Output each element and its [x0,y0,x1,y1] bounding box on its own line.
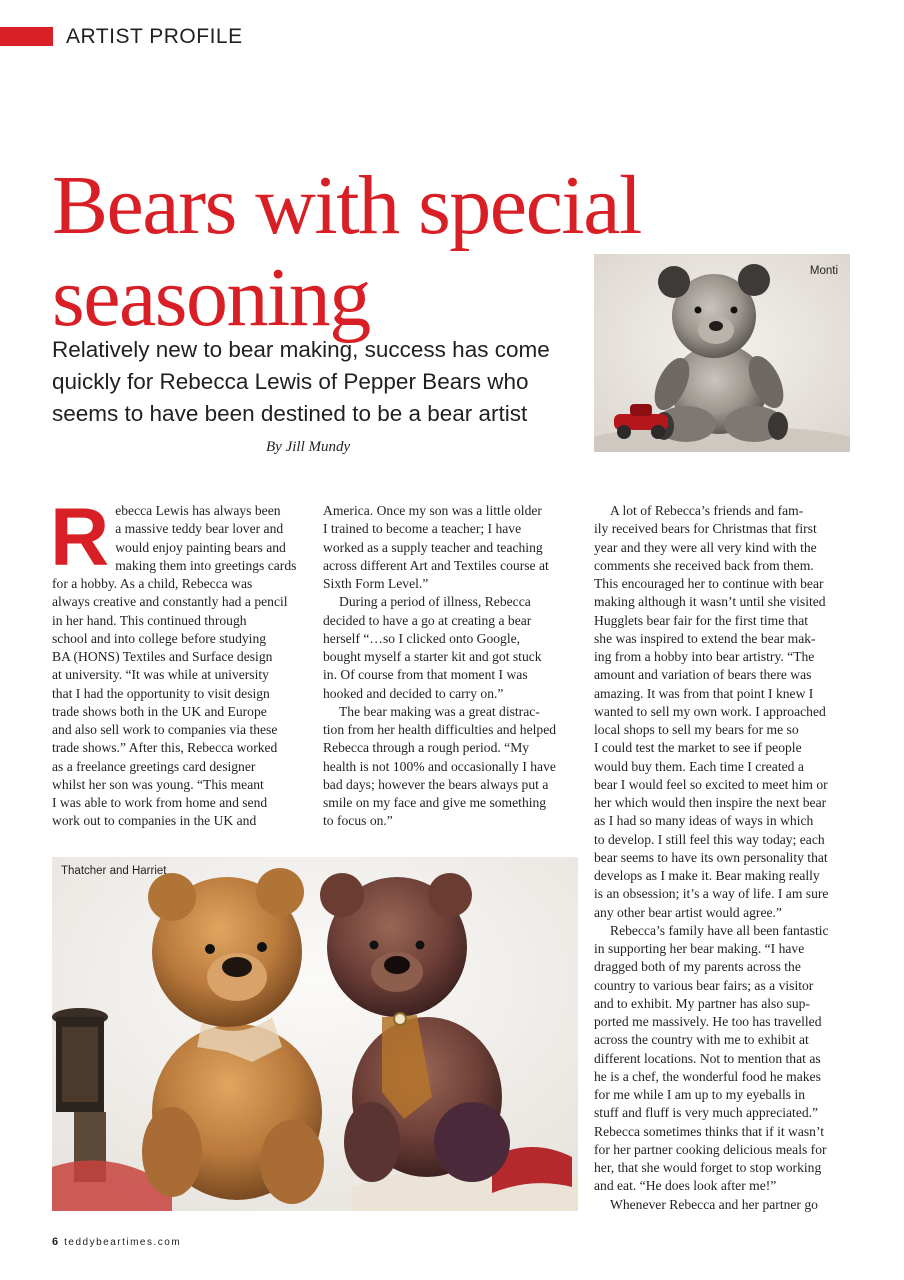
body-line: The bear making was a great distrac- [339,703,540,719]
body-line: herself “…so I clicked onto Google, [323,630,521,646]
drop-cap: R [50,492,110,583]
body-line: always creative and constantly had a pencil [52,594,288,610]
body-line: worked as a supply teacher and teaching [323,539,543,555]
body-line: health is not 100% and occasionally I have [323,758,556,774]
body-line: BA (HONS) Textiles and Surface design [52,649,273,664]
body-paragraph [594,922,854,1196]
body-line: ing from a hobby into bear artistry. “The [594,649,815,664]
monti-caption: Monti [809,265,838,277]
body-column-1 [50,492,310,831]
body-line: as a freelance greetings card designer [52,758,256,774]
standfirst-line: seems to have been destined to be a bear artist [52,401,528,426]
body-line: Hugglets bear fair for the first time that [594,612,809,628]
body-paragraph [323,502,581,593]
body-line: whilst her son was young. “This meant [52,776,264,792]
body-line: to develop. I still feel this way today; each [594,831,825,847]
body-line: in supporting her bear making. “I have [594,941,805,956]
body-line: a massive teddy bear lover and [115,521,284,537]
body-line: work out to companies in the UK and [52,813,257,829]
body-line: America. Once my son was a little older [323,503,542,518]
body-line: is an obsession; it’s a way of life. I am sure [594,886,829,902]
body-line: as I had so many ideas of ways in which [594,813,814,829]
body-line: at university. “It was while at university [52,667,269,683]
section-color-bar [0,27,53,46]
body-line: year and they were all very kind with the [594,539,817,555]
standfirst [52,334,592,430]
body-line: across the country with me to exhibit at [594,1032,809,1048]
body-line: making although it wasn’t until she visited [594,594,826,610]
body-line: stuff and fluff is very much appreciated.” [594,1105,819,1121]
body-line: amazing. It was from that point I knew I [594,685,814,701]
body-line: Rebecca sometimes thinks that if it wasn’t [594,1123,825,1139]
byline: By Jill Mundy [266,439,351,455]
body-line: wanted to sell my own work. I approached [594,703,826,719]
body-line: different locations. Not to mention that as [594,1050,821,1066]
body-line: comments she received back from them. [594,557,814,573]
section-label: ARTIST PROFILE [66,25,243,48]
body-paragraph [50,492,310,831]
body-line: for me while I am up to my eyeballs in [594,1087,806,1102]
body-paragraph [594,502,854,922]
body-line: Whenever Rebecca and her partner go [610,1196,818,1212]
body-line: and eat. “He does look after me!” [594,1178,777,1194]
headline-line: Bears with special [52,159,641,252]
body-line: tion from her health difficulties and helped [323,722,557,737]
body-line: Rebecca’s family have all been fantastic [610,922,829,938]
body-line: I could test the market to see if people [594,740,802,756]
body-paragraph [323,703,581,831]
body-line: amount and variation of bears there was [594,667,812,683]
body-line: for a hobby. As a child, Rebecca was [52,576,253,591]
body-column-3 [594,502,854,1214]
body-line: ily received bears for Christmas that first [594,521,817,537]
body-line: bought myself a starter kit and got stuck [323,649,542,664]
body-line: hooked and decided to carry on.” [323,685,504,701]
body-line: and to exhibit. My partner has also sup- [594,995,810,1011]
body-line: would buy them. Each time I created a [594,758,804,774]
body-line: decided to have a go at creating a bear [323,612,532,628]
body-line: dragged both of my parents across the [594,959,801,975]
body-line: would enjoy painting bears and [115,539,286,555]
body-line: I was able to work from home and send [52,795,268,810]
body-line: bear seems to have its own personality that [594,849,828,865]
body-line: in. Of course from that moment I was [323,667,528,683]
thatcher-harriet-bears-image [52,857,578,1211]
page-number: 6 [52,1236,59,1248]
body-line: making them into greetings cards [115,557,297,573]
body-line: in her hand. This continued through [52,612,247,628]
thatcher-harriet-photo [52,857,578,1211]
body-line: any other bear artist would agree.” [594,904,782,920]
body-line: Rebecca through a rough period. “My [323,740,530,756]
monti-bear-image [594,254,850,452]
body-line: that I had the opportunity to visit design [52,685,270,701]
body-paragraph [323,593,581,703]
body-line: This encouraged her to continue with bear [594,576,824,591]
body-line: to focus on.” [323,813,393,829]
body-line: Sixth Form Level.” [323,576,429,591]
site-url: teddybeartimes.com [64,1237,182,1248]
thatcher-harriet-caption: Thatcher and Harriet [61,865,167,877]
body-line: develops as I make it. Bear making really [594,868,820,883]
body-line: trade shows both in the UK and Europe [52,703,267,719]
body-line: her, that she would forget to stop working [594,1160,822,1175]
body-line: bear I would feel so excited to meet him or [594,776,828,792]
standfirst-line: quickly for Rebecca Lewis of Pepper Bears who [52,369,529,394]
body-line: her which would then inspire the next bear [594,795,827,810]
body-line: During a period of illness, Rebecca [339,594,531,610]
body-line: trade shows.” After this, Rebecca worked [52,740,278,756]
body-line: A lot of Rebecca’s friends and fam- [610,503,804,518]
body-line: country to various bear fairs; as a visitor [594,977,814,993]
body-line: smile on my face and give me something [323,795,547,810]
body-line: local shops to sell my bears for me so [594,722,799,737]
body-line: bad days; however the bears always put a [323,776,549,792]
body-line: she was inspired to extend the bear mak- [594,630,816,646]
body-line: I trained to become a teacher; I have [323,521,522,537]
body-line: school and into college before studying [52,630,267,646]
body-line: ported me massively. He too has travelled [594,1014,822,1029]
page-footer [52,1236,181,1248]
body-line: for her partner cooking delicious meals for [594,1141,827,1157]
headline-line: seasoning [52,251,370,344]
body-line: ebecca Lewis has always been [115,503,281,518]
body-line: across different Art and Textiles course at [323,557,549,573]
body-column-2 [323,502,581,831]
body-line: and also sell work to companies via these [52,722,278,737]
body-line: he is a chef, the wonderful food he makes [594,1068,821,1084]
standfirst-line: Relatively new to bear making, success has come [52,337,550,362]
body-paragraph [594,1196,854,1214]
monti-photo [594,254,850,452]
